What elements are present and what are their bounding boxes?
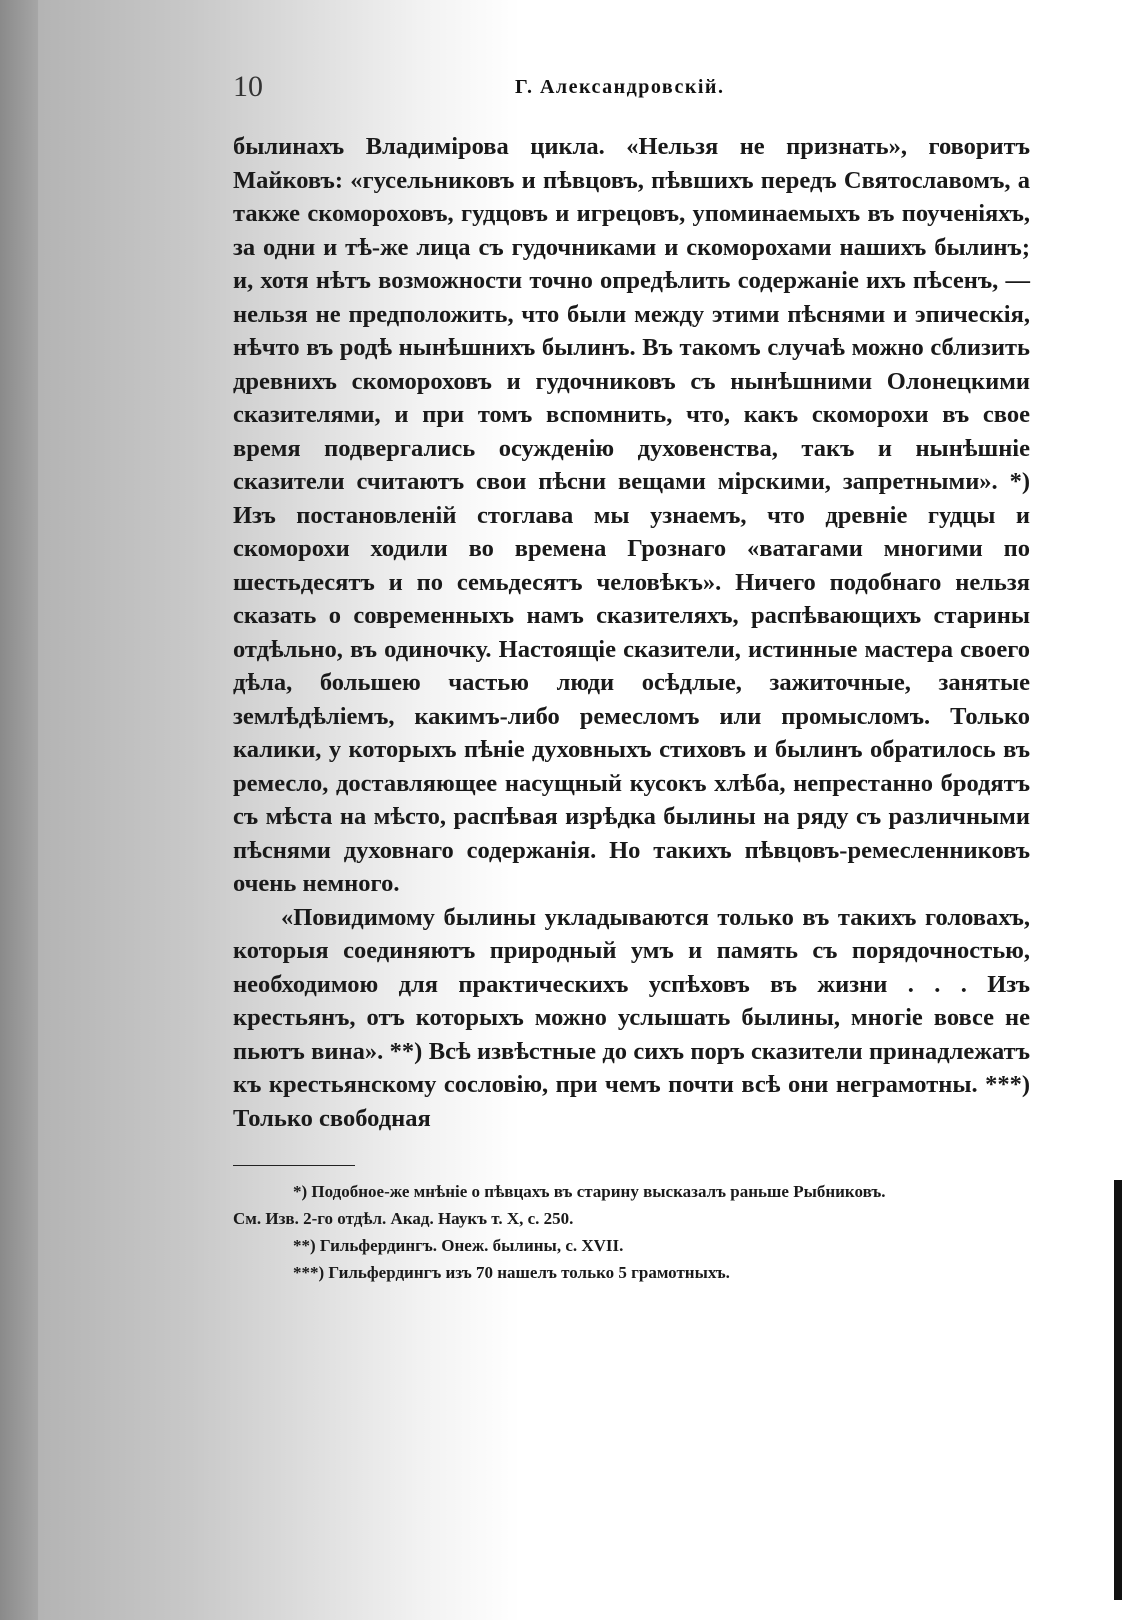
footnote: **) Гильфердингъ. Онеж. былины, с. XVII. bbox=[293, 1236, 624, 1255]
footnote: ***) Гильфердингъ изъ 70 нашелъ только 5 грамотныхъ. bbox=[293, 1263, 730, 1282]
paragraph: «Повидимому былины укладываются только въ такихъ головахъ, которыя соединяютъ природный умъ и память съ порядочностью, необходимою для практическихъ успѣховъ въ жизни . . . Изъ крестьянъ, отъ которыхъ можно услышать былины, многіе вовсе не пьютъ вина». **) Всѣ извѣстные до сихъ поръ сказители принадлежатъ къ крестьянскому сословію, при чемъ почти всѣ они неграмотны. ***) Только свободная bbox=[233, 903, 1030, 1132]
footnote-continuation: См. Изв. 2-го отдѣл. Акад. Наукъ т. X, с. 250. bbox=[233, 1209, 574, 1228]
book-page bbox=[233, 70, 1030, 1286]
scan-right-edge bbox=[1114, 1180, 1122, 1600]
footnote-rule bbox=[233, 1165, 355, 1166]
running-title: Г. Александровскій. bbox=[515, 76, 725, 98]
footnote: *) Подобное-же мнѣніе о пѣвцахъ въ старину высказалъ раньше Рыбниковъ. bbox=[293, 1182, 886, 1201]
paragraph: былинахъ Владимірова цикла. «Нельзя не признать», говоритъ Майковъ: «гусельниковъ и пѣвцовъ, пѣвшихъ передъ Святославомъ, а также скомороховъ, гудцовъ и игрецовъ, упоминаемыхъ въ поученіяхъ, за одни и тѣ-же лица съ гудочниками и скоморохами нашихъ былинъ; и, хотя нѣтъ возможности точно опредѣлить содержаніе ихъ пѣсенъ, — нельзя не предположить, что были между этими пѣснями и эпическія, нѣчто въ родѣ нынѣшнихъ былинъ. Въ такомъ случаѣ можно сблизить древнихъ скомороховъ и гудочниковъ съ нынѣшними Олонецкими сказителями, и при томъ вспомнить, что, какъ скоморохи въ свое время подвергались осужденію духовенства, такъ и нынѣшніе сказители считаютъ свои пѣсни вещами мірскими, запретными». *) Изъ постановленій стоглава мы узнаемъ, что древніе гудцы и скоморохи ходили во времена Грознаго «ватагами многими по шестьдесятъ и по семьдесятъ человѣкъ». Ничего подобнаго нельзя сказать о современныхъ намъ сказителяхъ, распѣвающихъ старины отдѣльно, въ одиночку. Настоящіе сказители, истинные мастера своего дѣла, большею частью люди осѣдлые, зажиточные, занятые землѣдѣліемъ, какимъ-либо ремесломъ или промысломъ. Только калики, у которыхъ пѣніе духовныхъ стиховъ и былинъ обратилось въ ремесло, доставляющее насущный кусокъ хлѣба, непрестанно бродятъ съ мѣста на мѣсто, распѣвая изрѣдка былины на ряду съ различными пѣснями духовнаго содержанія. Но такихъ пѣвцовъ-ремесленниковъ очень немного. bbox=[233, 133, 1030, 897]
page-number: 10 bbox=[233, 70, 263, 103]
scan-left-edge bbox=[0, 0, 38, 1620]
footnotes bbox=[233, 1178, 1030, 1286]
running-head bbox=[233, 70, 1030, 108]
body-text bbox=[233, 130, 1030, 1135]
